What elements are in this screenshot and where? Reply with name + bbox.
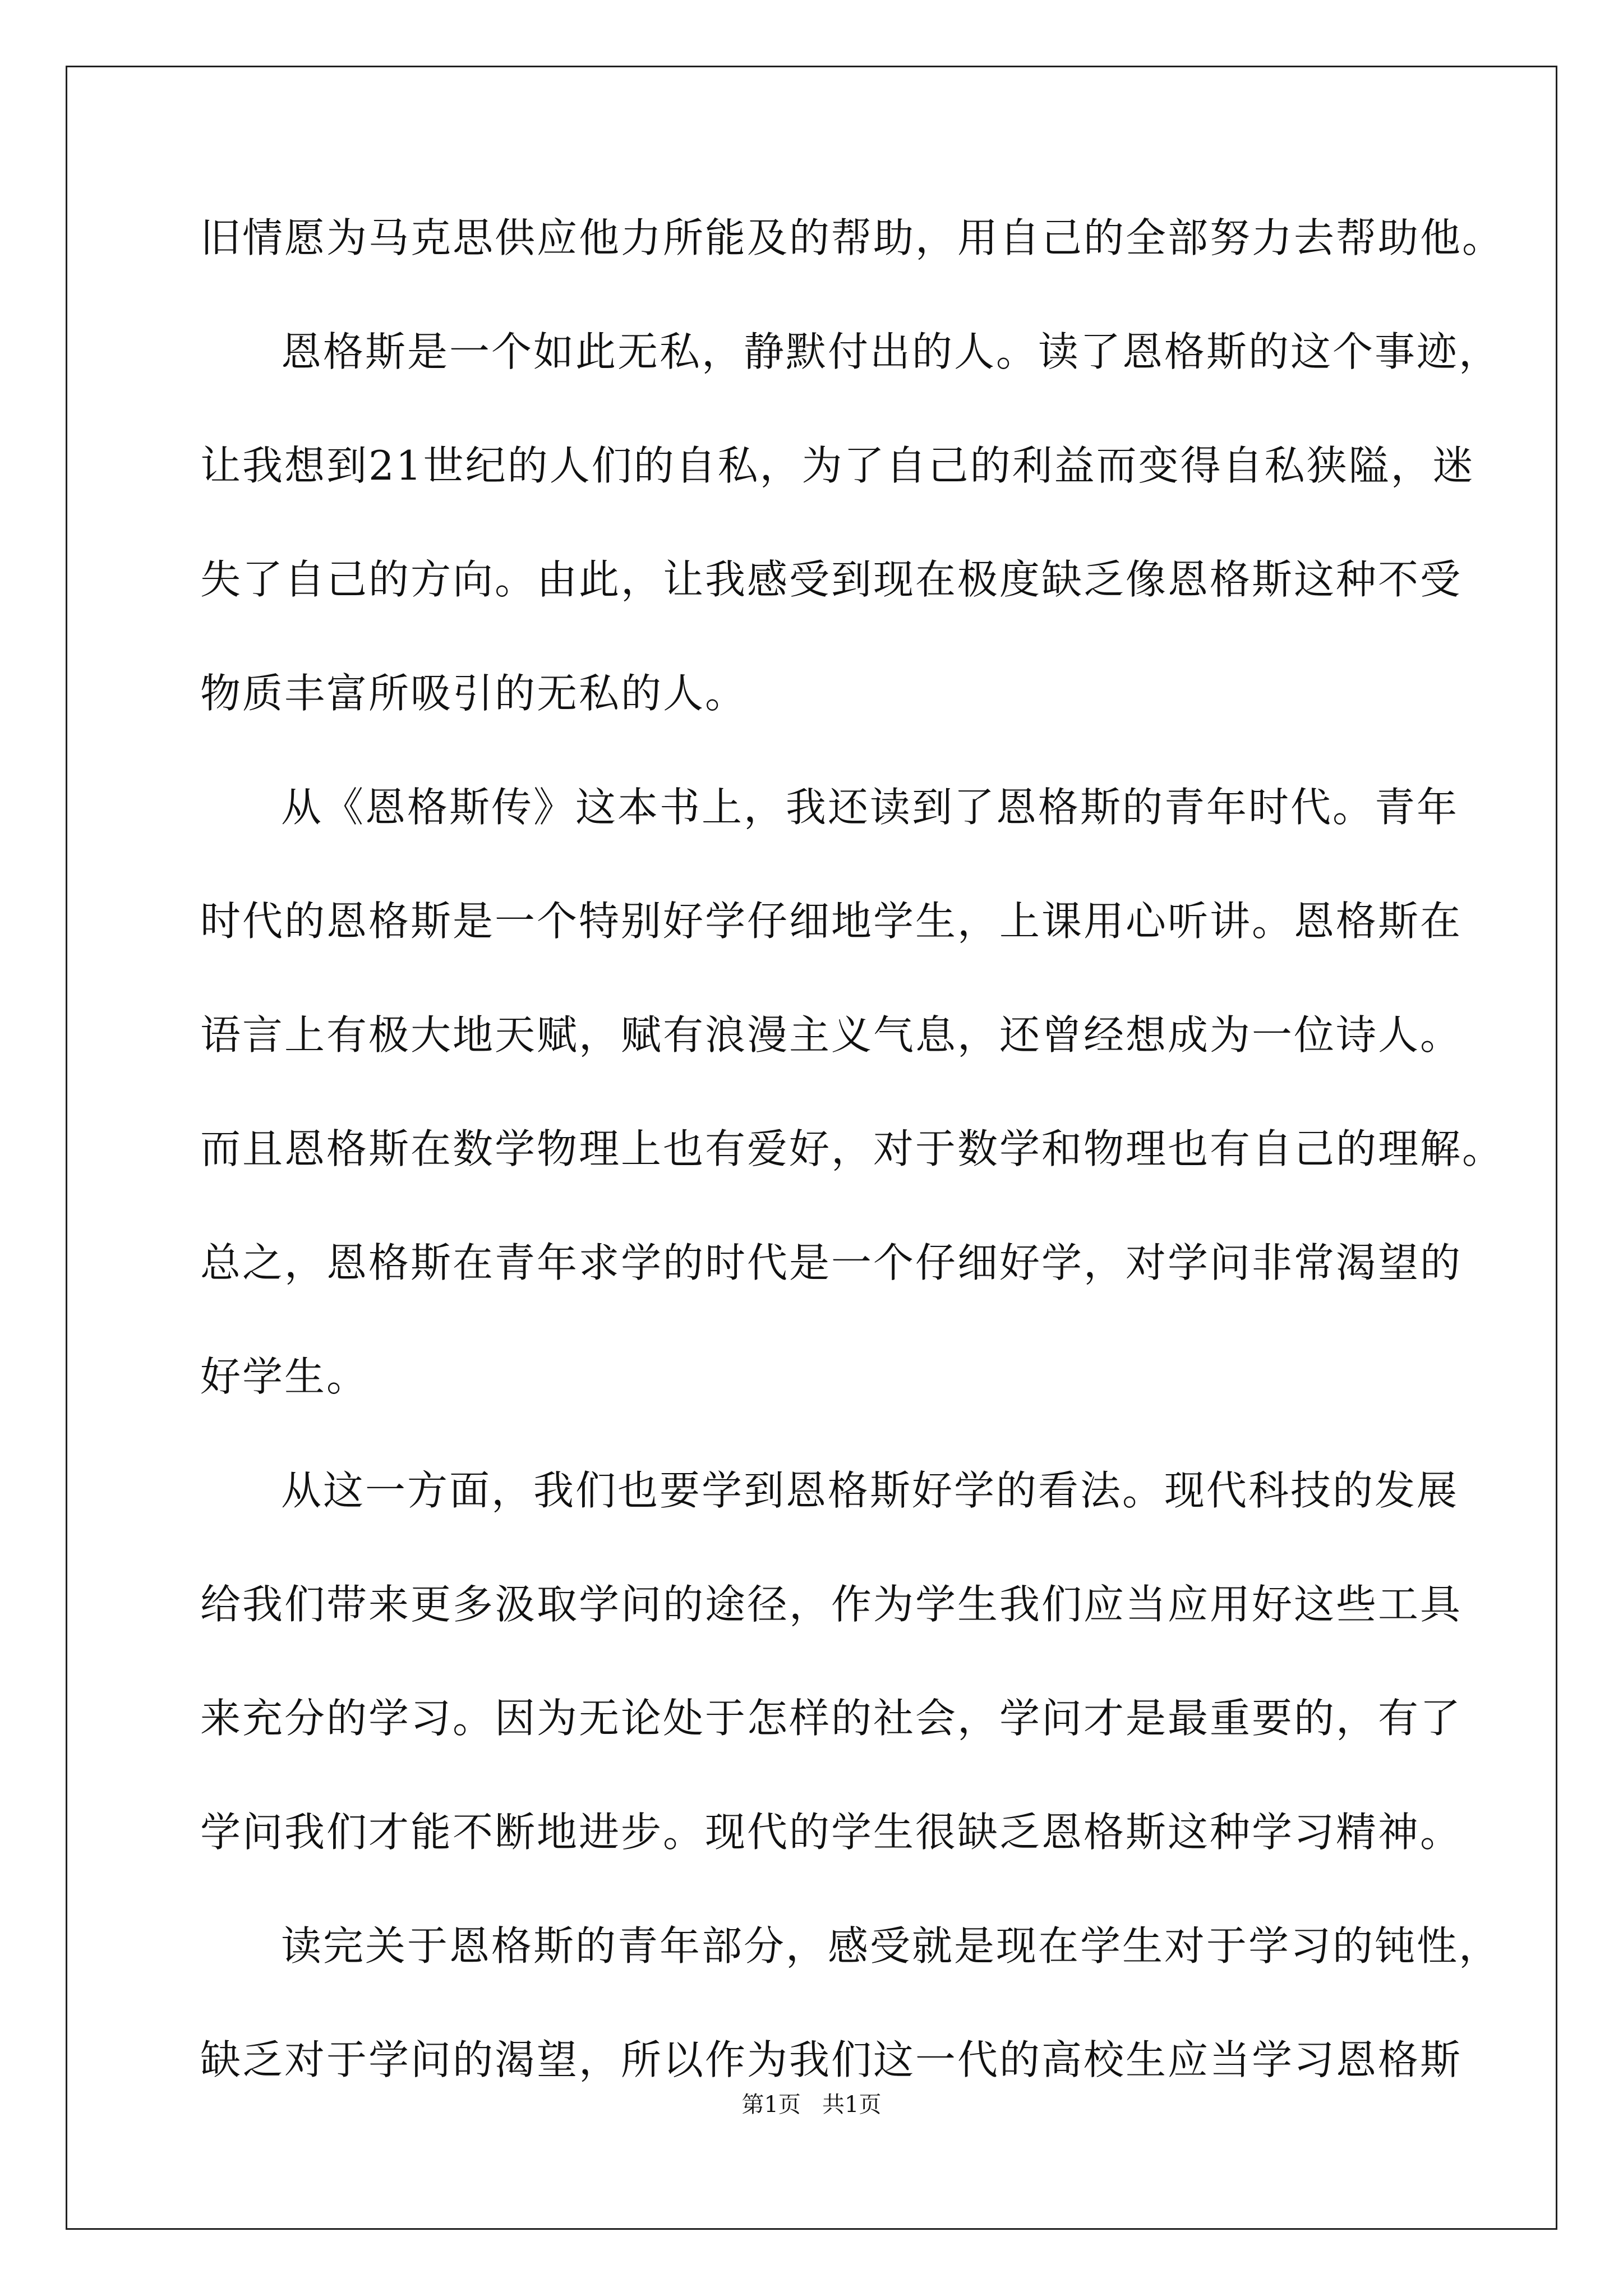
text-line: 语言上有极大地天赋，赋有浪漫主义气息，还曾经想成为一位诗人。 [200,1011,1463,1059]
text-line: 物质丰富所吸引的无私的人。 [200,670,748,717]
text-line: 失了自己的方向。由此，让我感受到现在极度缺乏像恩格斯这种不受 [200,556,1463,603]
text-line: 恩格斯是一个如此无私，静默付出的人。读了恩格斯的这个事迹， [281,328,1501,375]
text-line: 读完关于恩格斯的青年部分，感受就是现在学生对于学习的钝性， [281,1922,1501,1970]
document-body [200,202,1505,2138]
text-line: 来充分的学习。因为无论处于怎样的社会，学问才是最重要的，有了 [200,1695,1463,1742]
text-line: 给我们带来更多汲取学问的途径，作为学生我们应当应用好这些工具 [200,1581,1463,1628]
text-line: 好学生。 [200,1353,369,1400]
text-line: 而且恩格斯在数学物理上也有爱好，对于数学和物理也有自己的理解。 [200,1125,1505,1172]
text-line: 总之，恩格斯在青年求学的时代是一个仔细好学，对学问非常渴望的 [200,1239,1463,1286]
text-line: 时代的恩格斯是一个特别好学仔细地学生，上课用心听讲。恩格斯在 [200,898,1463,945]
text-line: 旧情愿为马克思供应他力所能及的帮助，用自己的全部努力去帮助他。 [200,214,1505,261]
text-line: 学问我们才能不断地进步。现代的学生很缺乏恩格斯这种学习精神。 [200,1809,1463,1856]
text-line: 从这一方面，我们也要学到恩格斯好学的看法。现代科技的发展 [281,1467,1459,1514]
text-line: 让我想到21世纪的人们的自私，为了自己的利益而变得自私狭隘，迷 [200,442,1475,489]
page-number-footer: 第1页 共1页 [741,2092,882,2118]
text-line: 从《恩格斯传》这本书上，我还读到了恩格斯的青年时代。青年 [281,784,1459,831]
text-line: 缺乏对于学问的渴望，所以作为我们这一代的高校生应当学习恩格斯 [200,2036,1463,2083]
